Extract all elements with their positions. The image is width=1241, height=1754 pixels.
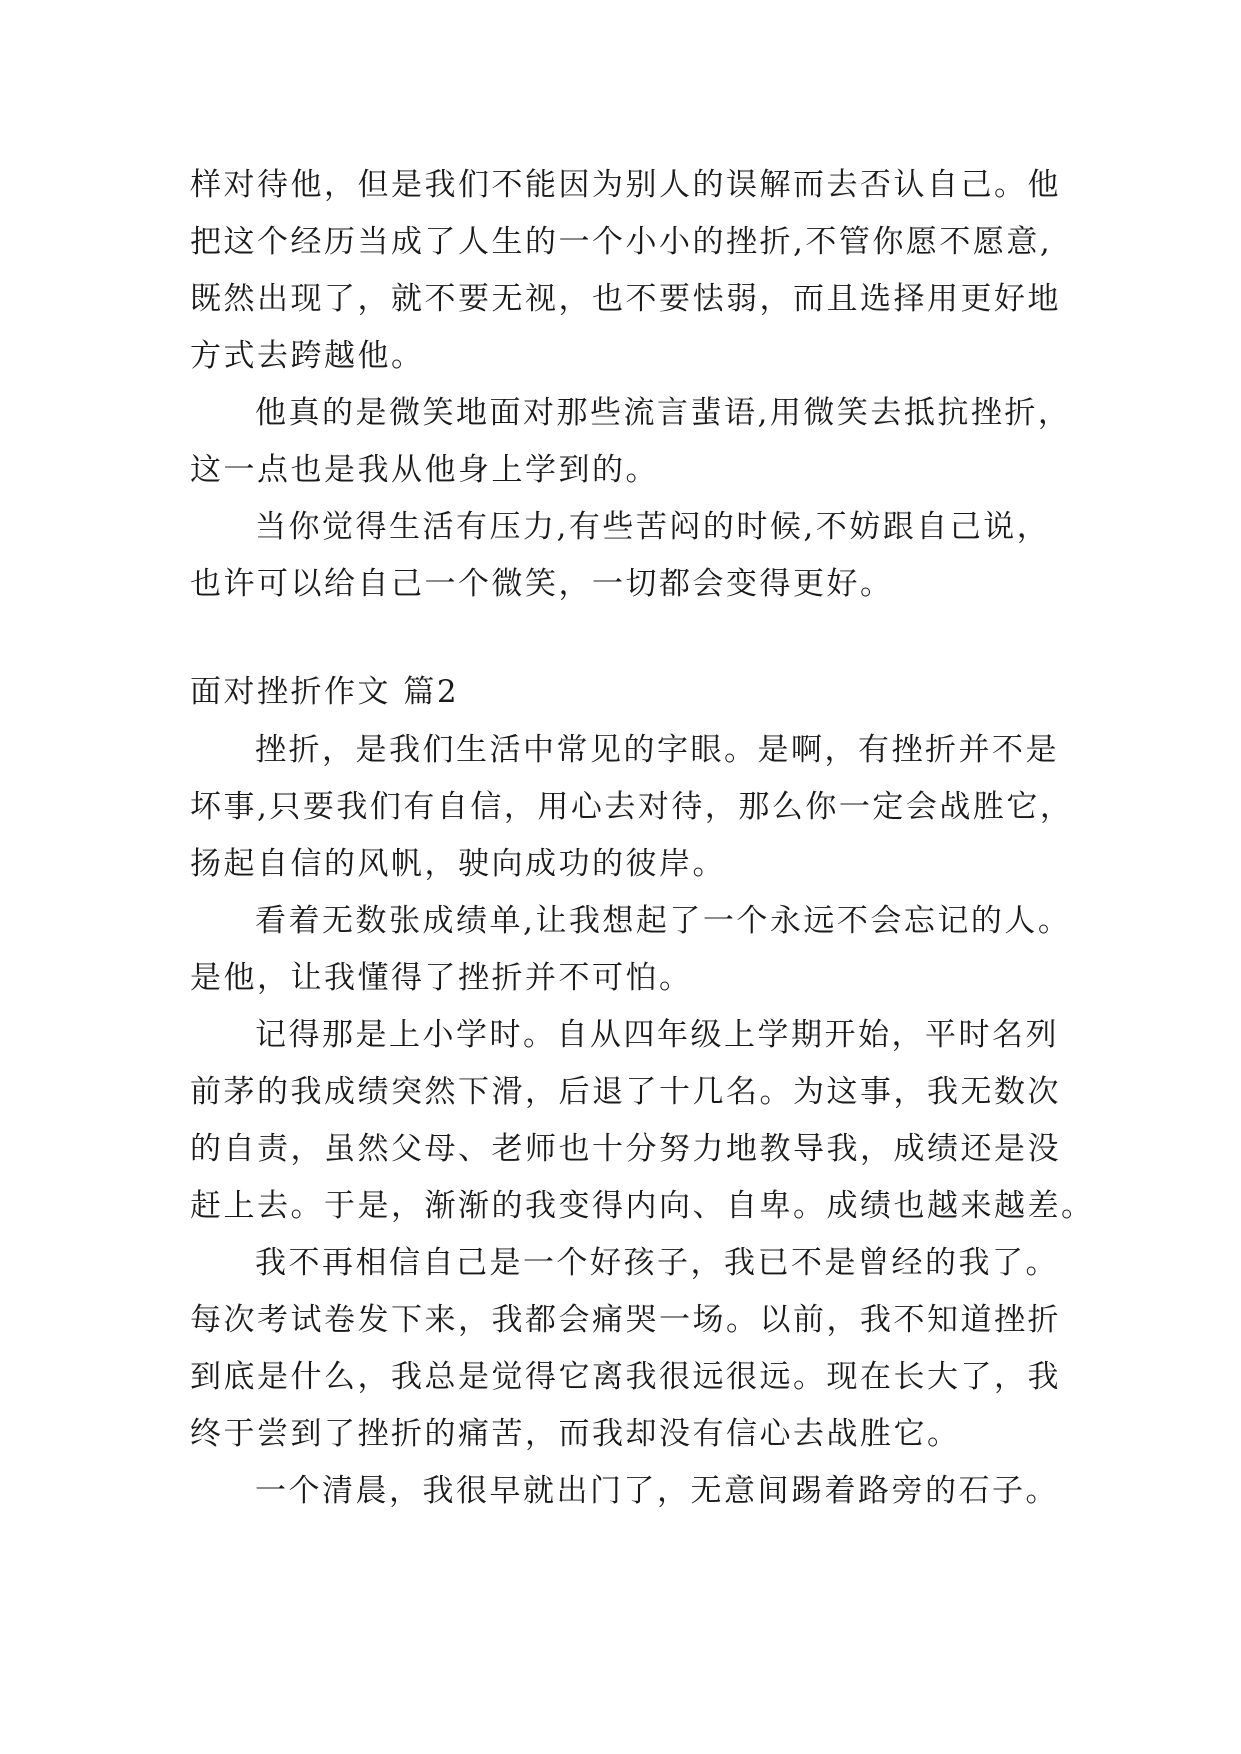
paragraph-line: 每次考试卷发下来，我都会痛哭一场。以前，我不知道挫折 bbox=[190, 1302, 1061, 1338]
paragraph-line: 他真的是微笑地面对那些流言蜚语,用微笑去抵抗挫折， bbox=[255, 395, 1072, 431]
paragraph-line: 挫折，是我们生活中常见的字眼。是啊，有挫折并不是 bbox=[255, 732, 1059, 768]
paragraph-line: 一个清晨，我很早就出门了，无意间踢着路旁的石子。 bbox=[255, 1473, 1059, 1509]
paragraph-line: 既然出现了，就不要无视，也不要怯弱，而且选择用更好地 bbox=[190, 281, 1061, 317]
paragraph-line: 终于尝到了挫折的痛苦，而我却没有信心去战胜它。 bbox=[190, 1416, 961, 1452]
paragraph-line: 方式去跨越他。 bbox=[190, 338, 425, 374]
paragraph-line: 坏事,只要我们有自信，用心去对待，那么你一定会战胜它， bbox=[190, 789, 1074, 825]
paragraph-line: 我不再相信自己是一个好孩子，我已不是曾经的我了。 bbox=[255, 1245, 1059, 1281]
paragraph-line: 样对待他，但是我们不能因为别人的误解而去否认自己。他 bbox=[190, 167, 1061, 203]
paragraph-line: 是他，让我懂得了挫折并不可怕。 bbox=[190, 960, 693, 996]
paragraph-line: 扬起自信的风帆，驶向成功的彼岸。 bbox=[190, 846, 726, 882]
paragraph-line: 把这个经历当成了人生的一个小小的挫折,不管你愿不愿意, bbox=[190, 224, 1053, 260]
paragraph-line: 这一点也是我从他身上学到的。 bbox=[190, 452, 659, 488]
section-heading: 面对挫折作文 篇2 bbox=[190, 674, 460, 710]
paragraph-line: 的自责，虽然父母、老师也十分努力地教导我，成绩还是没 bbox=[190, 1131, 1061, 1167]
paragraph-line: 记得那是上小学时。自从四年级上学期开始，平时名列 bbox=[255, 1017, 1059, 1053]
paragraph-line: 到底是什么，我总是觉得它离我很远很远。现在长大了，我 bbox=[190, 1359, 1061, 1395]
paragraph-line: 前茅的我成绩突然下滑，后退了十几名。为这事，我无数次 bbox=[190, 1074, 1061, 1110]
paragraph-line: 也许可以给自己一个微笑，一切都会变得更好。 bbox=[190, 566, 894, 602]
paragraph-line: 赶上去。于是，渐渐的我变得内向、自卑。成绩也越来越差。 bbox=[190, 1188, 1095, 1224]
paragraph-line: 当你觉得生活有压力,有些苦闷的时候,不妨跟自己说， bbox=[255, 509, 1051, 545]
paragraph-line: 看着无数张成绩单,让我想起了一个永远不会忘记的人。 bbox=[255, 903, 1072, 939]
